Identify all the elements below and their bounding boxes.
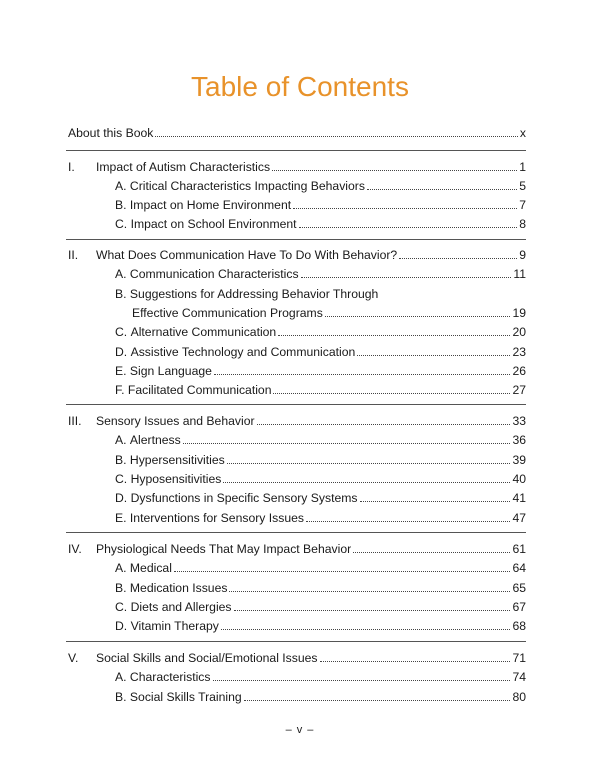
toc-entry-label: Dysfunctions in Specific Sensory Systems	[130, 491, 358, 505]
toc-entry-label: Effective Communication Programs	[132, 306, 323, 320]
toc-sub-entry[interactable]	[115, 580, 526, 596]
leader-dots	[221, 627, 511, 630]
section-divider	[66, 641, 526, 642]
toc-entry-label: Sensory Issues and Behavior	[96, 414, 255, 428]
toc-page-number: 71	[512, 651, 526, 665]
section-divider	[66, 532, 526, 533]
toc-page-number: 9	[519, 248, 526, 262]
toc-entry-label: Assistive Technology and Communication	[130, 345, 356, 359]
toc-sub-entry[interactable]	[115, 266, 526, 282]
toc-entry-label: Impact of Autism Characteristics	[96, 160, 271, 174]
toc-page-number: 65	[512, 581, 526, 595]
toc-entry-label: Facilitated Communication	[127, 383, 272, 397]
toc-entry-letter: B.	[115, 198, 127, 212]
leader-dots	[320, 659, 511, 662]
page-title: Table of Contents	[191, 71, 409, 102]
toc-section-entry[interactable]	[96, 541, 526, 557]
toc-entry-letter: A.	[115, 267, 127, 281]
leader-dots	[278, 333, 510, 336]
section-number: I.	[68, 160, 75, 174]
toc-page-number: 19	[512, 306, 526, 320]
toc-entry-letter: A.	[115, 561, 127, 575]
leader-dots	[293, 206, 517, 209]
leader-dots	[301, 275, 512, 278]
toc-page-number: 27	[512, 383, 526, 397]
toc-page-number: 68	[512, 619, 526, 633]
toc-entry-letter: F.	[115, 383, 125, 397]
toc-page-number: 40	[512, 472, 526, 486]
section-divider	[66, 404, 526, 405]
toc-page-number: 1	[519, 160, 526, 174]
toc-entry-letter: C.	[115, 325, 128, 339]
toc-entry-label: Communication Characteristics	[129, 267, 299, 281]
toc-entry-letter: E.	[115, 511, 127, 525]
leader-dots	[353, 550, 510, 553]
toc-page-number: 47	[512, 511, 526, 525]
leader-dots	[214, 372, 511, 375]
leader-dots	[229, 589, 510, 592]
toc-page-number: 33	[512, 414, 526, 428]
toc-sub-entry[interactable]	[115, 560, 526, 576]
toc-page-number: 61	[512, 542, 526, 556]
section-number: V.	[68, 651, 79, 665]
toc-page-number: 39	[512, 453, 526, 467]
toc-sub-entry[interactable]	[115, 286, 526, 302]
toc-page-number: 41	[512, 491, 526, 505]
section-number: III.	[68, 414, 82, 428]
leader-dots	[227, 461, 511, 464]
leader-dots	[183, 441, 511, 444]
leader-dots	[399, 256, 517, 259]
leader-dots	[299, 225, 518, 228]
toc-sub-entry[interactable]	[115, 216, 526, 232]
toc-entry-letter: E.	[115, 364, 127, 378]
toc-section-entry[interactable]	[96, 159, 526, 175]
toc-entry-label: Impact on Home Environment	[129, 198, 292, 212]
section-number: II.	[68, 248, 79, 262]
toc-entry-label: Impact on School Environment	[130, 217, 297, 231]
toc-sub-entry[interactable]	[115, 599, 526, 615]
toc-entry-letter: A.	[115, 433, 127, 447]
toc-entry-label: Vitamin Therapy	[130, 619, 219, 633]
toc-entry-label: Hyposensitivities	[130, 472, 222, 486]
toc-entry-letter: A.	[115, 179, 127, 193]
toc-entry-label: Social Skills Training	[129, 690, 242, 704]
toc-sub-entry[interactable]	[115, 432, 526, 448]
toc-entry-label: Suggestions for Addressing Behavior Through	[129, 287, 379, 301]
toc-sub-entry[interactable]	[115, 510, 526, 526]
toc-page-number: 7	[519, 198, 526, 212]
toc-entry-about[interactable]	[68, 125, 526, 141]
toc-sub-entry[interactable]	[115, 197, 526, 213]
leader-dots	[367, 187, 517, 190]
toc-page-number: 8	[519, 217, 526, 231]
toc-entry-letter: D.	[115, 619, 128, 633]
leader-dots	[155, 134, 518, 137]
toc-entry-label: Interventions for Sensory Issues	[129, 511, 305, 525]
toc-page-number: 11	[513, 267, 526, 281]
toc-entry-letter: B.	[115, 287, 127, 301]
toc-entry-letter: B.	[115, 581, 127, 595]
toc-entry-label: Critical Characteristics Impacting Behaviors	[129, 179, 365, 193]
toc-section-entry[interactable]	[96, 413, 526, 429]
leader-dots	[244, 698, 511, 701]
toc-entry-label: Medication Issues	[129, 581, 228, 595]
toc-entry-letter: B.	[115, 690, 127, 704]
page-footer-number: – v –	[285, 724, 315, 736]
toc-entry-label: Characteristics	[129, 670, 211, 684]
toc-sub-entry[interactable]	[115, 471, 526, 487]
toc-entry-label: Physiological Needs That May Impact Behavior	[96, 542, 352, 556]
toc-page-number: 20	[512, 325, 526, 339]
leader-dots	[234, 608, 511, 611]
toc-sub-entry[interactable]	[115, 324, 526, 340]
toc-page-number: 80	[512, 690, 526, 704]
toc-page-number: 23	[512, 345, 526, 359]
toc-sub-entry[interactable]	[115, 669, 526, 685]
toc-entry-letter: A.	[115, 670, 127, 684]
leader-dots	[174, 569, 511, 572]
toc-entry-label: Sign Language	[129, 364, 212, 378]
toc-sub-entry-continued[interactable]	[132, 305, 526, 321]
leader-dots	[272, 168, 517, 171]
toc-entry-letter: C.	[115, 600, 128, 614]
leader-dots	[257, 422, 511, 425]
leader-dots	[223, 480, 510, 483]
section-divider	[66, 239, 526, 240]
toc-page-number: 26	[512, 364, 526, 378]
section-divider	[66, 150, 526, 151]
toc-sub-entry[interactable]	[115, 490, 526, 506]
toc-section-entry[interactable]	[96, 247, 526, 263]
toc-page-number: 74	[512, 670, 526, 684]
toc-sub-entry[interactable]	[115, 618, 526, 634]
toc-entry-label: Alertness	[129, 433, 181, 447]
leader-dots	[357, 353, 510, 356]
toc-entry-letter: D.	[115, 491, 128, 505]
toc-entry-label: Social Skills and Social/Emotional Issues	[96, 651, 318, 665]
toc-page-number: 67	[512, 600, 526, 614]
section-number: IV.	[68, 542, 82, 556]
toc-sub-entry[interactable]	[115, 178, 526, 194]
toc-entry-label: Medical	[129, 561, 172, 575]
toc-entry-label: What Does Communication Have To Do With Behavior?	[96, 248, 398, 262]
toc-page-number: x	[519, 126, 526, 140]
toc-sub-entry[interactable]	[115, 363, 526, 379]
leader-dots	[213, 678, 511, 681]
toc-section-entry[interactable]	[96, 650, 526, 666]
toc-page-number: 5	[519, 179, 526, 193]
leader-dots	[325, 314, 511, 317]
leader-dots	[306, 519, 510, 522]
toc-entry-letter: C.	[115, 472, 128, 486]
toc-entry-letter: B.	[115, 453, 127, 467]
toc-sub-entry[interactable]	[115, 382, 526, 398]
toc-page-number: 64	[512, 561, 526, 575]
leader-dots	[273, 391, 510, 394]
toc-sub-entry[interactable]	[115, 689, 526, 705]
toc-sub-entry[interactable]	[115, 344, 526, 360]
toc-entry-label: Hypersensitivities	[129, 453, 225, 467]
toc-page-number: 36	[512, 433, 526, 447]
leader-dots	[360, 499, 511, 502]
toc-entry-label: About this Book	[68, 126, 154, 140]
toc-entry-label: Alternative Communication	[130, 325, 277, 339]
toc-entry-label: Diets and Allergies	[130, 600, 232, 614]
toc-sub-entry[interactable]	[115, 452, 526, 468]
toc-entry-letter: C.	[115, 217, 128, 231]
toc-entry-letter: D.	[115, 345, 128, 359]
